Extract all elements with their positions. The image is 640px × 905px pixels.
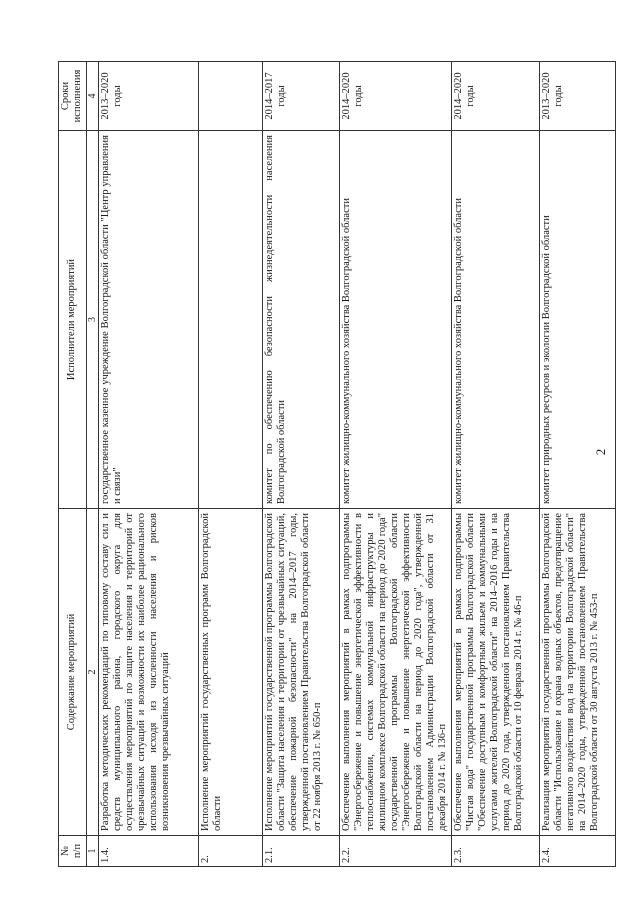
column-number-row <box>87 62 99 867</box>
column-number: 3 <box>87 131 99 509</box>
table-row <box>99 62 199 867</box>
column-number: 1 <box>87 836 99 867</box>
row-term: 2014–2020 годы <box>340 62 452 131</box>
measures-table <box>58 61 616 867</box>
header-description: Содержание мероприятий <box>59 509 87 836</box>
row-term: 2013–2020 годы <box>99 62 199 131</box>
row-description: Исполнение мероприятий государственных программ Волгоградской области <box>199 509 263 836</box>
row-term: 2014–2017 годы <box>263 62 340 131</box>
row-term: 2014–2020 годы <box>452 62 540 131</box>
row-term <box>199 62 263 131</box>
row-description: Обеспечение выполнения мероприятий в рамках подпрограммы "Чистая вода" государственной программы Волгоградской области "Обеспечение доступным и комфортным жильем и коммунальными услугами жителей Волгоградской области" на 2014–2016 годы и на период до 2020 года, утвержденной постановлением Правительства Волгоградской области от 10 февраля 2014 г. № 46-п <box>452 509 540 836</box>
table-row <box>540 62 616 867</box>
row-executors: государственное казенное учреждение Волгоградской области "Центр управления и связи" <box>99 131 199 509</box>
row-executors: комитет по обеспечению безопасности жизнедеятельности населения Волгоградской области <box>263 131 340 509</box>
table-row <box>340 62 452 867</box>
header-term: Сроки исполнения <box>59 62 87 131</box>
header-executors: Исполнители мероприятий <box>59 131 87 509</box>
rotated-page-content <box>58 62 600 867</box>
row-executors <box>199 131 263 509</box>
table-header-row <box>59 62 87 867</box>
row-description: Исполнение мероприятий государственной программы Волгоградской области "Защита населения и территории от чрезвычайных ситуаций, обеспечение пожарной безопасности" на 2014–2017 годы, утвержденной постановлением Правительства Волгоградской области от 22 ноября 2013 г. № 650-п <box>263 509 340 836</box>
header-num: № п/п <box>59 836 87 867</box>
row-number: 2.3. <box>452 836 540 867</box>
row-executors: комитет жилищно-коммунального хозяйства Волгоградской области <box>452 131 540 509</box>
row-executors: комитет природных ресурсов и экологии Волгоградской области <box>540 131 616 509</box>
table-row <box>263 62 340 867</box>
row-description: Реализация мероприятий государственной программы Волгоградской области "Использование и охрана водных объектов, предотвращение негативного воздействия вод на территории Волгоградской области" на 2014–2020 годы, утвержденной постановлением Правительства Волгоградской области от 30 августа 2013 г. № 453-п <box>540 509 616 836</box>
column-number: 2 <box>87 509 99 836</box>
table-row <box>452 62 540 867</box>
row-description: Разработка методических рекомендаций по типовому составу сил и средств муниципального района, городского округа для осуществления мероприятий по защите населения и территорий от чрезвычайных ситуаций и возможности их наиболее рационального использования исходя из численности населения и рисков возникновения чрезвычайных ситуаций <box>99 509 199 836</box>
row-description: Обеспечение выполнения мероприятий в рамках подпрограммы "Энергосбережение и повышение энергетической эффективности в теплоснабжении, системах коммунальной инфраструктуры и жилищном комплексе Волгоградской области на период до 2020 года" государственной программы Волгоградской области "Энергосбережение и повышение энергетической эффективности Волгоградской области на период до 2020 года", утвержденной постановлением Администрации Волгоградской области от 31 декабря 2014 г. № 136-п <box>340 509 452 836</box>
page-number: 2 <box>593 448 608 456</box>
row-term: 2013–2020 годы <box>540 62 616 131</box>
row-number: 2.1. <box>263 836 340 867</box>
row-number: 2.2. <box>340 836 452 867</box>
row-executors: комитет жилищно-коммунального хозяйства Волгоградской области <box>340 131 452 509</box>
row-number: 2.4. <box>540 836 616 867</box>
row-number: 2. <box>199 836 263 867</box>
row-number: 1.4. <box>99 836 199 867</box>
table-row <box>199 62 263 867</box>
column-number: 4 <box>87 62 99 131</box>
